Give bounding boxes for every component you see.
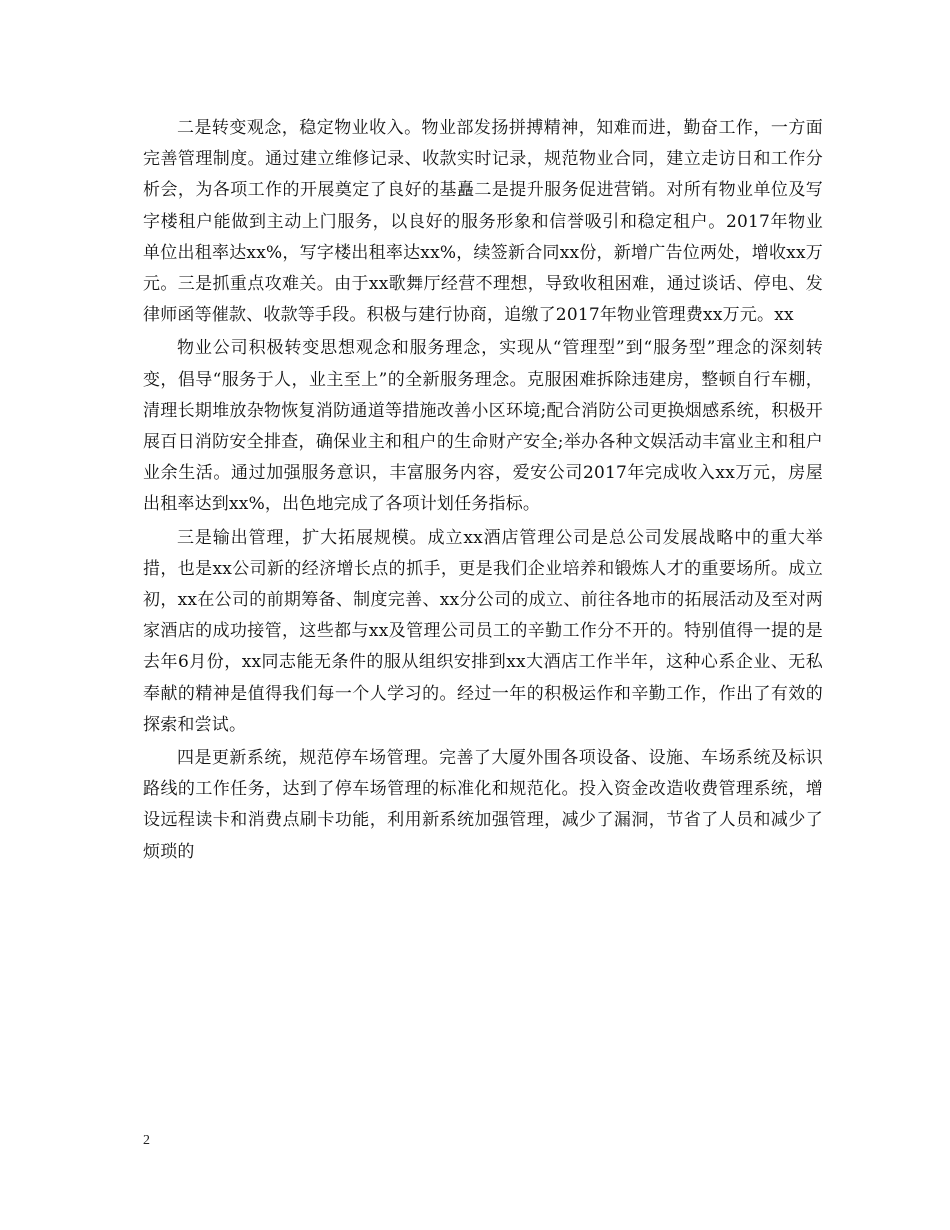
paragraph-3: 三是输出管理，扩大拓展规模。成立xx酒店管理公司是总公司发展战略中的重大举措，也是xx公司新的经济增长点的抓手，更是我们企业培养和锻炼人才的重要场所。成立初，xx在公司的前期筹备、制度完善、xx分公司的成立、前往各地市的拓展活动及至对两家酒店的成功接管，这些都与xx及管理公司员工的辛勤工作分不开的。特别值得一提的是去年6月份，xx同志能无条件的服从组织安排到xx大酒店工作半年，这种心系企业、无私奉献的精神是值得我们每一个人学习的。经过一年的积极运作和辛勤工作，作出了有效的探索和尝试。 — [143, 527, 823, 735]
body-text — [143, 113, 823, 870]
page-number: 2 — [143, 1133, 150, 1148]
paragraph-2: 物业公司积极转变思想观念和服务理念，实现从“管理型”到“服务型”理念的深刻转变，倡导“服务于人，业主至上”的全新服务理念。克服困难拆除违建房，整顿自行车棚，清理长期堆放杂物恢复消防通道等措施改善小区环境;配合消防公司更换烟感系统，积极开展百日消防安全排查，确保业主和租户的生命财产安全;举办各种文娱活动丰富业主和租户业余生活。通过加强服务意识，丰富服务内容，爱安公司2017年完成收入xx万元，房屋出租率达到xx%，出色地完成了各项计划任务指标。 — [143, 338, 823, 515]
paragraph-1: 二是转变观念，稳定物业收入。物业部发扬拼搏精神，知难而进，勤奋工作，一方面完善管理制度。通过建立维修记录、收款实时记录，规范物业合同，建立走访日和工作分析会，为各项工作的开展奠定了良好的基矗二是提升服务促进营销。对所有物业单位及写字楼租户能做到主动上门服务，以良好的服务形象和信誉吸引和稳定租户。2017年物业单位出租率达xx%，写字楼出租率达xx%，续签新合同xx份，新增广告位两处，增收xx万元。三是抓重点攻难关。由于xx歌舞厅经营不理想，导致收租困难，通过谈话、停电、发律师函等催款、收款等手段。积极与建行协商，追缴了2017年物业管理费xx万元。xx — [143, 118, 823, 326]
paragraph-4: 四是更新系统，规范停车场管理。完善了大厦外围各项设备、设施、车场系统及标识路线的工作任务，达到了停车场管理的标准化和规范化。投入资金改造收费管理系统，增设远程读卡和消费点刷卡功能，利用新系统加强管理，减少了漏洞，节省了人员和减少了烦琐的 — [143, 748, 823, 862]
